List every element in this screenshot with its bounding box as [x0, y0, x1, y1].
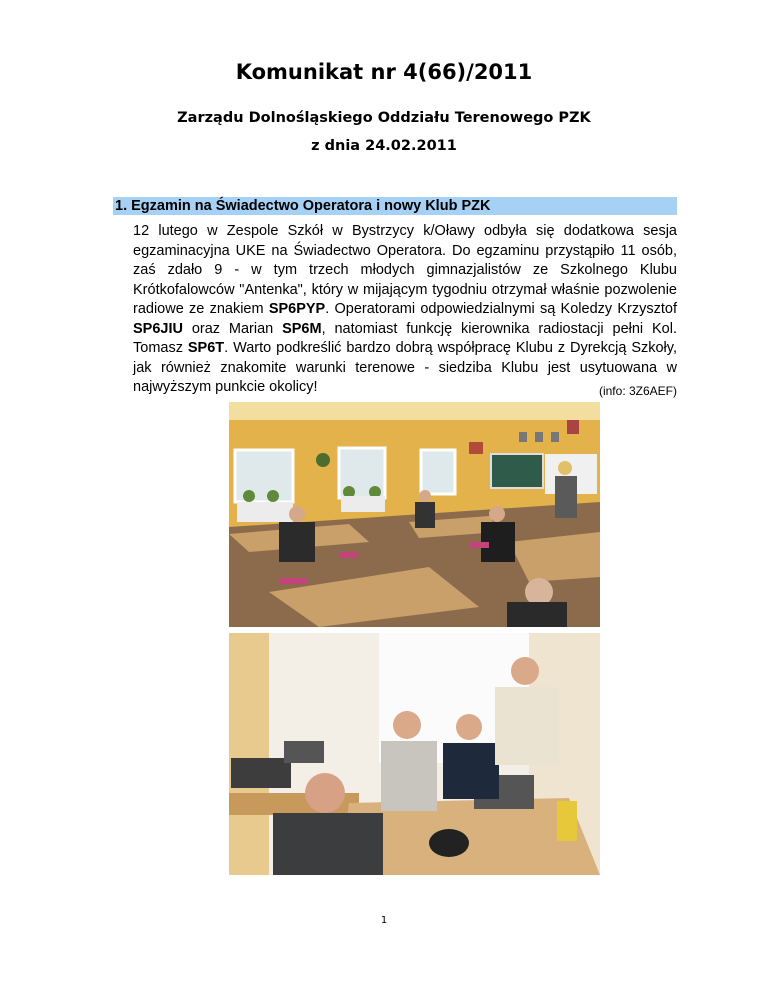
callsign: SP6M — [282, 320, 322, 337]
paragraph-text: . Operatorami odpowiedzialnymi są Koledzy Krzysztof — [325, 301, 678, 317]
document-title: Komunikat nr 4(66)/2011 — [235, 60, 533, 84]
callsign: SP6PYP — [268, 301, 326, 317]
document-subtitle: Zarządu Dolnośląskiego Oddziału Terenowego PZK — [177, 110, 591, 126]
paragraph-text: oraz Marian — [182, 320, 283, 337]
callsign: SP6T — [187, 340, 225, 356]
classroom-photo — [229, 402, 600, 627]
callsign: SP6JIU — [133, 320, 183, 337]
section-heading: 1. Egzamin na Świadectwo Operatora i nowy Klub PZK — [113, 197, 677, 215]
radio-station-photo — [229, 633, 600, 875]
page-number: 1 — [380, 915, 388, 926]
document-date: z dnia 24.02.2011 — [311, 138, 457, 154]
paragraph-text: , natomiast funkcję kierownika radiostacji pełni Kol. Tomasz — [133, 320, 677, 356]
section-paragraph — [133, 222, 677, 398]
paragraph-text: . Warto podkreślić bardzo dobrą współpracę Klubu z Dyrekcją Szkoły, jak również znakomite warunki terenowe - siedziba Klubu jest usytuowana w najwyższym punkcie okolicy! — [133, 340, 677, 395]
paragraph-text: 12 lutego w Zespole Szkół w Bystrzycy k/Oławy odbyła się dodatkowa sesja egzaminacyjna UKE na Świadectwo Operatora. Do egzaminu przystąpiło 11 osób, zaś zdało 9 - w tym trzech młodych gimnazjalistów ze Szkolnego Klubu Krótkofalowców "Antenka", który w mijającym tygodniu otrzymał właśnie pozwolenie radiowe ze znakiem — [133, 223, 677, 317]
info-credit: (info: 3Z6AEF) — [598, 384, 677, 398]
